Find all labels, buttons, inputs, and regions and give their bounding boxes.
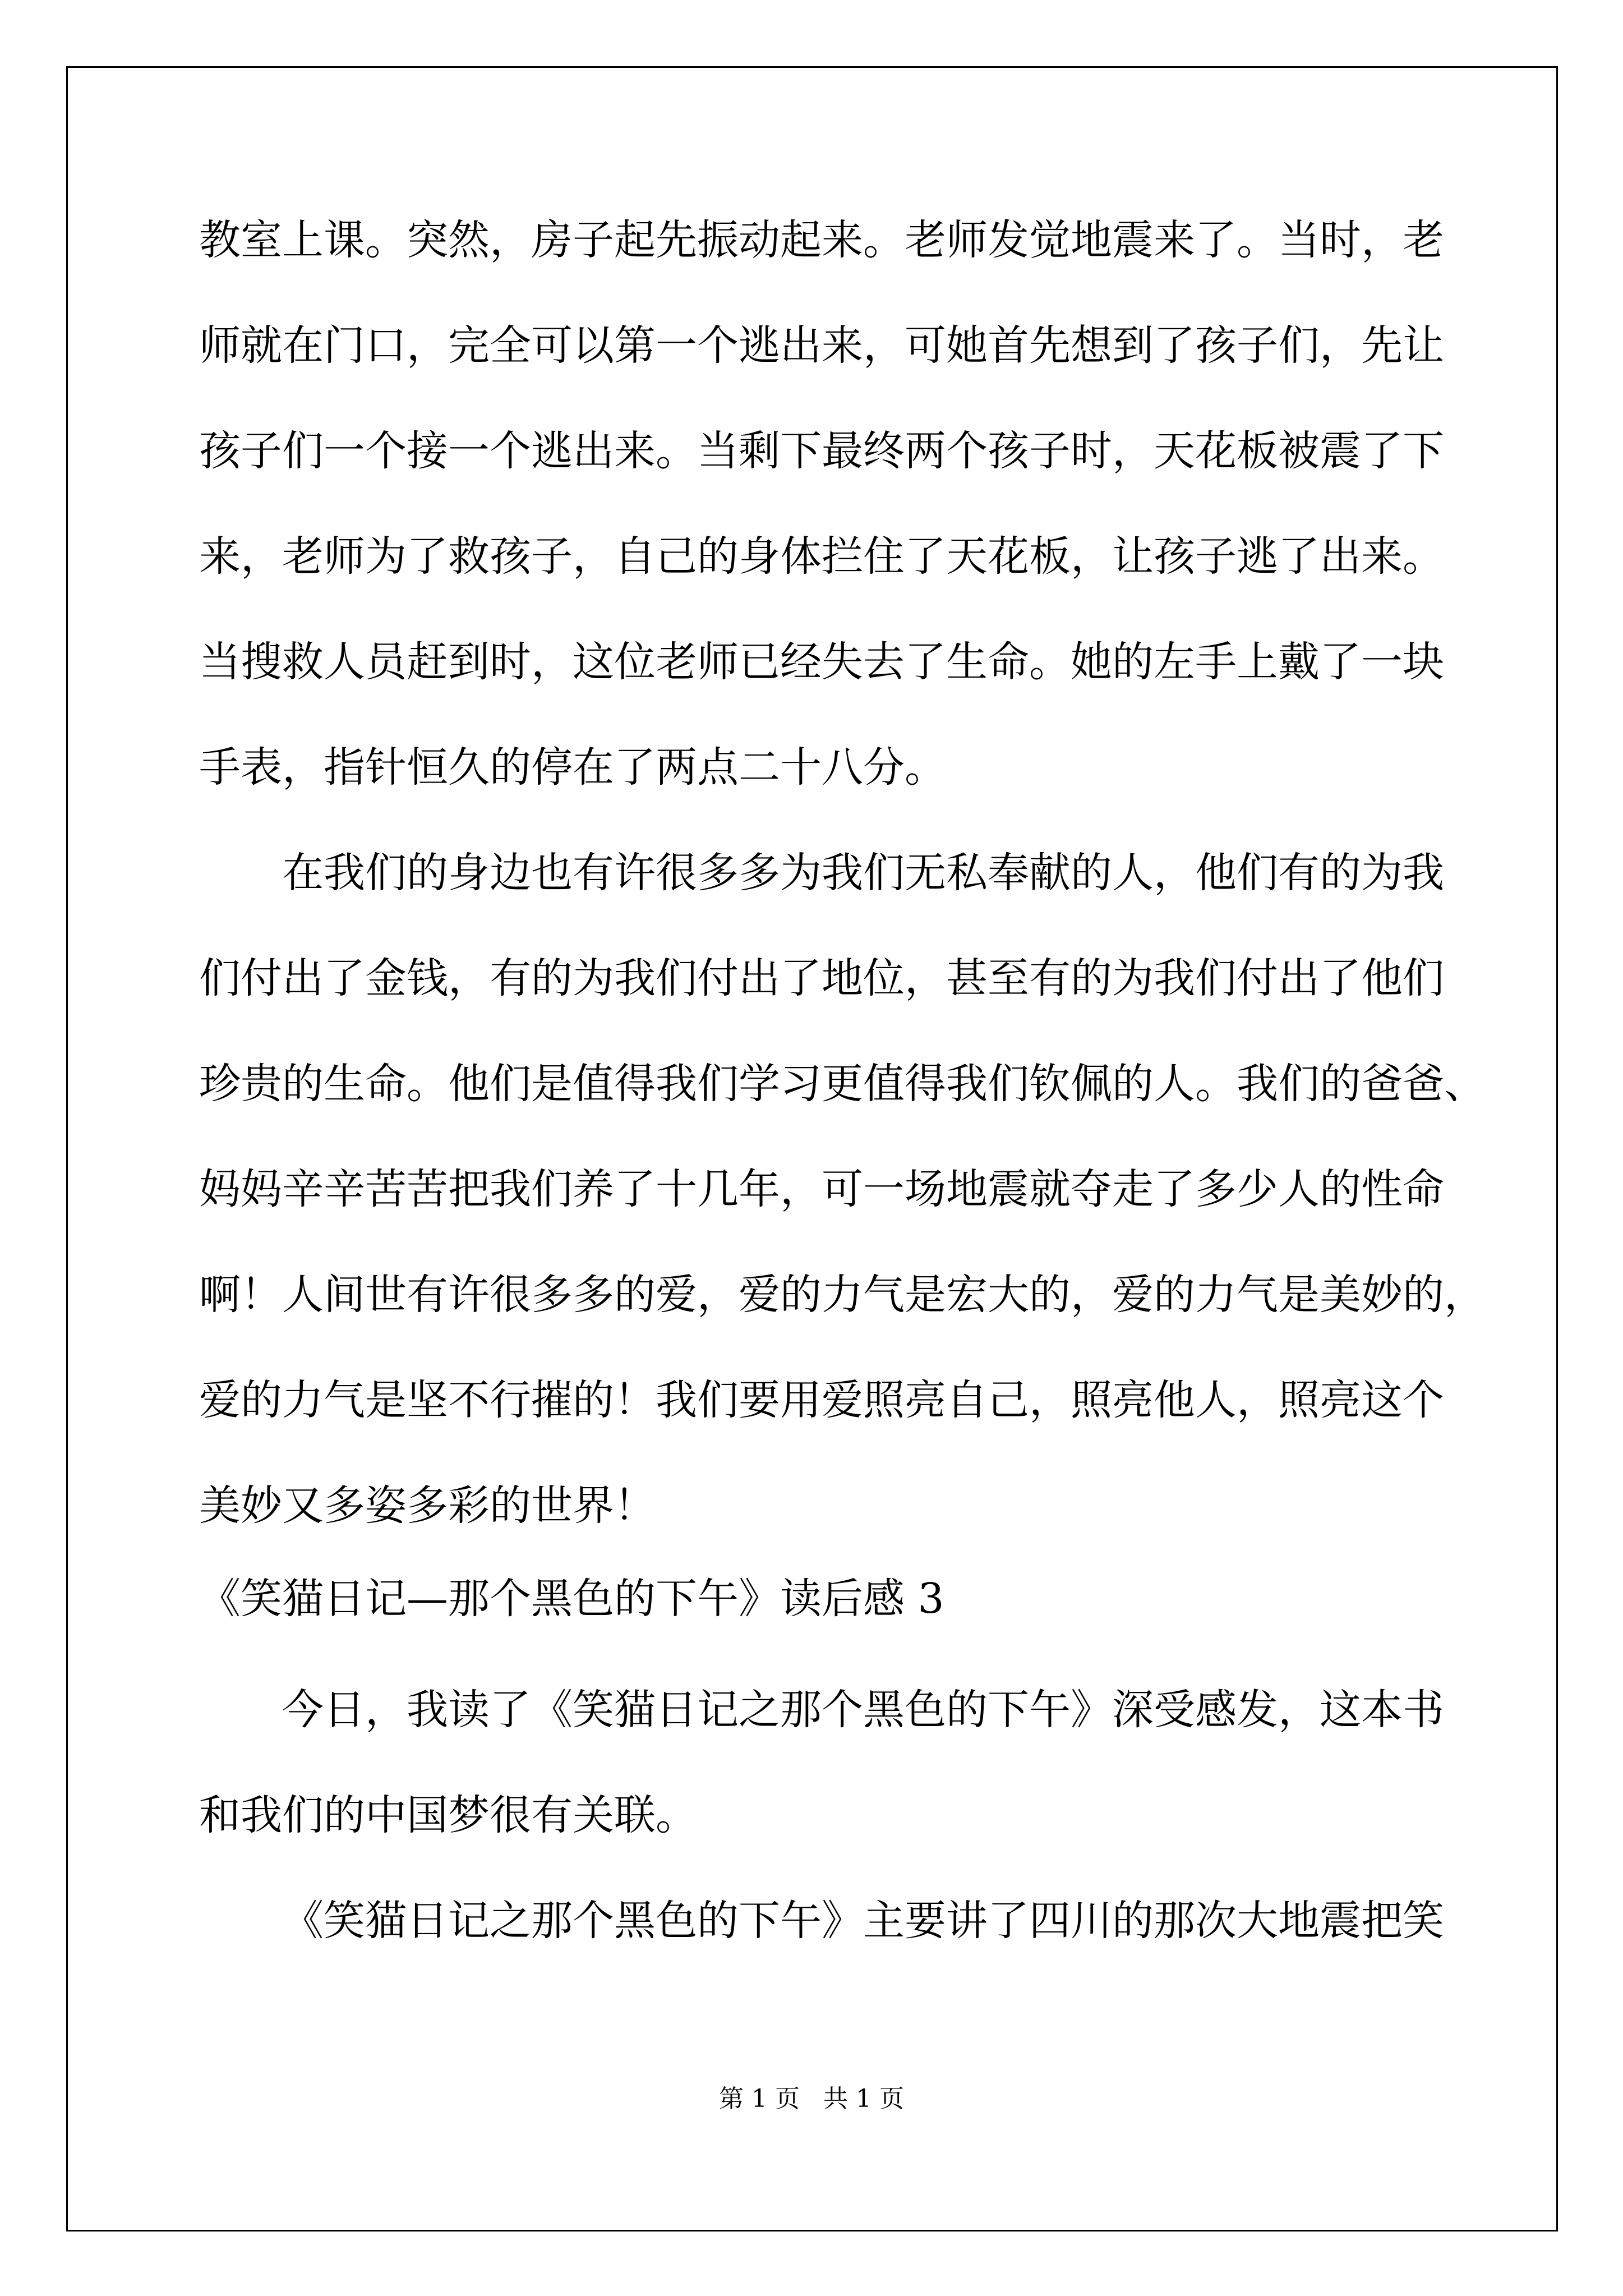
text-line: 和我们的中国梦很有关联。 — [199, 1791, 697, 1839]
text-line: 手表，指针恒久的停在了两点二十八分。 — [199, 743, 946, 792]
text-line: 啊！人间世有许很多多的爱，爱的力气是宏大的，爱的力气是美妙的， — [199, 1271, 1486, 1319]
page-number-footer: 第 1 页 共 1 页 — [719, 2085, 904, 2113]
text-line: 当搜救人员赶到时，这位老师已经失去了生命。她的左手上戴了一块 — [199, 638, 1444, 686]
text-line: 教室上课。突然，房子起先振动起来。老师发觉地震来了。当时，老 — [199, 216, 1444, 264]
section-heading: 《笑猫日记—那个黑色的下午》读后感 3 — [199, 1575, 944, 1623]
paragraph-start-line: 《笑猫日记之那个黑色的下午》主要讲了四川的那次大地震把笑 — [282, 1897, 1444, 1945]
paragraph-start-line: 今日，我读了《笑猫日记之那个黑色的下午》深受感发，这本书 — [282, 1686, 1444, 1734]
text-line: 妈妈辛辛苦苦把我们养了十几年，可一场地震就夺走了多少人的性命 — [199, 1165, 1444, 1213]
text-line: 师就在门口，完全可以第一个逃出来，可她首先想到了孩子们，先让 — [199, 321, 1444, 370]
text-line: 孩子们一个接一个逃出来。当剩下最终两个孩子时，天花板被震了下 — [199, 427, 1444, 475]
paragraph-start-line: 在我们的身边也有许很多多为我们无私奉献的人，他们有的为我 — [282, 849, 1444, 897]
text-line: 们付出了金钱，有的为我们付出了地位，甚至有的为我们付出了他们 — [199, 954, 1444, 1002]
text-line: 珍贵的生命。他们是值得我们学习更值得我们钦佩的人。我们的爸爸、 — [199, 1060, 1486, 1108]
text-line: 爱的力气是坚不行摧的！我们要用爱照亮自己，照亮他人，照亮这个 — [199, 1376, 1444, 1424]
text-line: 来，老师为了救孩子，自己的身体拦住了天花板，让孩子逃了出来。 — [199, 532, 1444, 581]
text-line: 美妙又多姿多彩的世界！ — [199, 1481, 656, 1530]
